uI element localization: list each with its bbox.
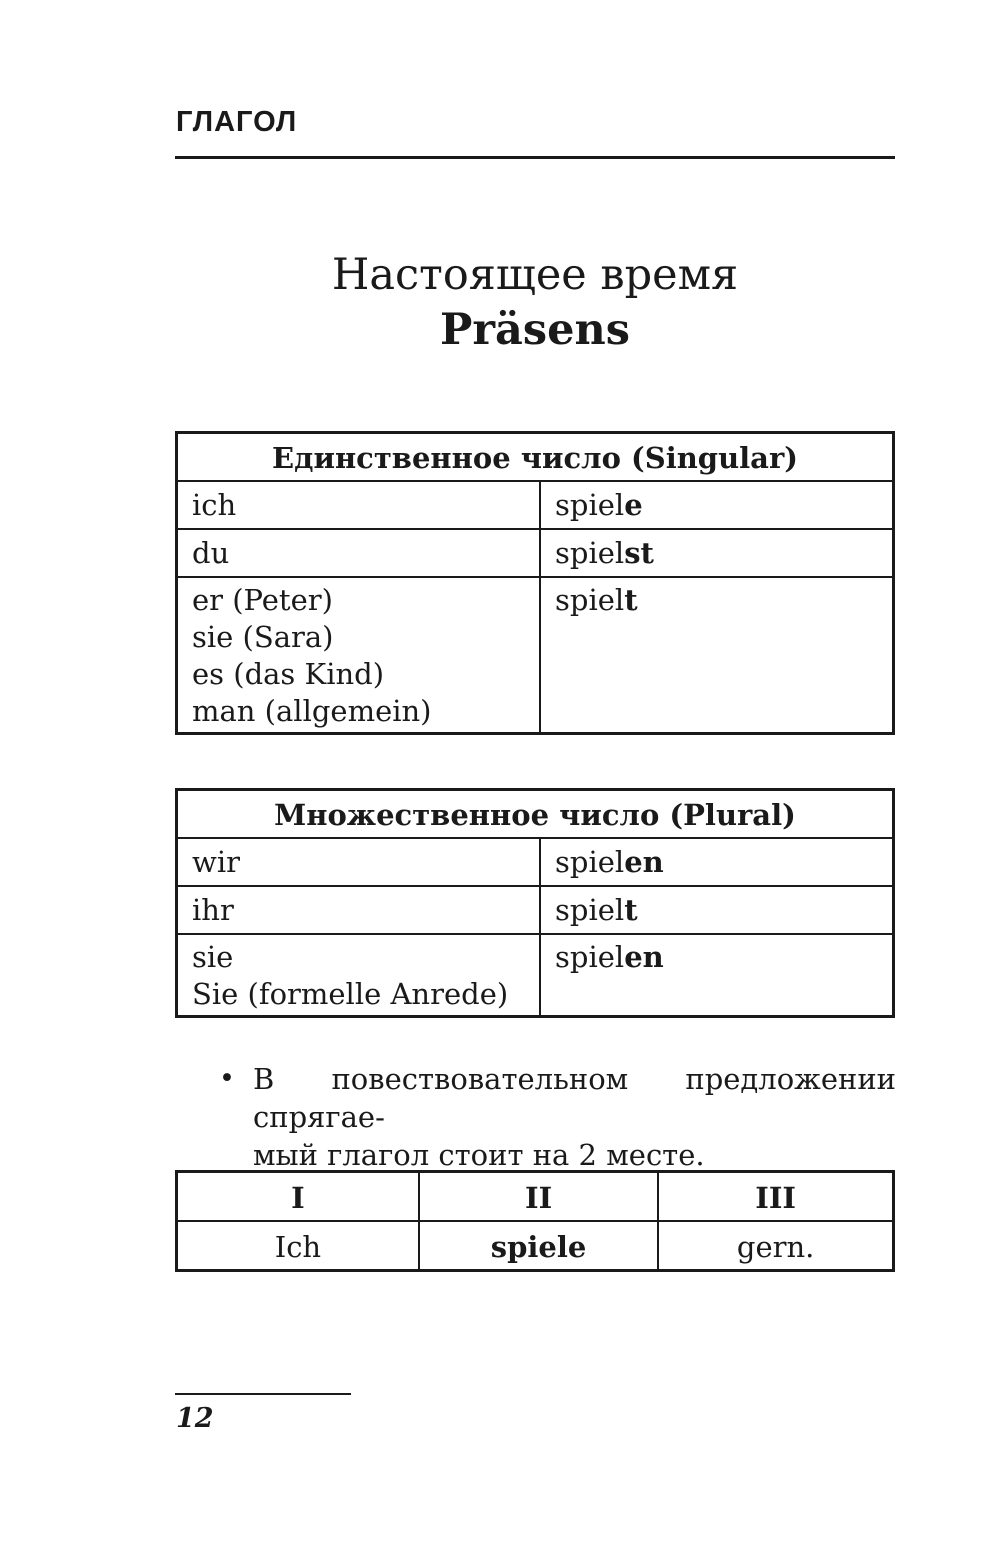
header-rule	[175, 156, 895, 159]
word-order-table	[175, 1170, 895, 1272]
table-row	[177, 1221, 894, 1271]
plural-conjugation-table	[175, 788, 895, 1018]
pronoun: sie (Sara)	[192, 620, 334, 654]
word-cell: gern.	[658, 1221, 893, 1271]
pronoun-cell	[177, 838, 541, 886]
note-line: мый глагол стоит на 2 месте.	[253, 1138, 705, 1172]
grammar-note	[219, 1060, 896, 1174]
singular-table-header: Единственное число (Singular)	[177, 433, 894, 482]
table-row	[177, 529, 894, 577]
verb-ending: e	[624, 488, 643, 522]
table-row	[177, 481, 894, 529]
page-number: 12	[176, 1403, 214, 1434]
verb-form-cell	[540, 529, 893, 577]
verb-stem: spiel	[555, 583, 625, 617]
verb-ending: en	[624, 940, 664, 974]
pronoun: er (Peter)	[192, 583, 333, 617]
table-row	[177, 577, 894, 734]
verb-stem: spiel	[555, 893, 625, 927]
table-row	[177, 886, 894, 934]
table-row	[177, 934, 894, 1017]
pronoun: ihr	[192, 893, 234, 927]
pronoun: man (allgemein)	[192, 694, 432, 728]
pronoun-cell	[177, 529, 541, 577]
verb-stem: spiel	[555, 845, 625, 879]
bullet-icon: •	[219, 1063, 235, 1094]
chapter-title-russian: Настоящее время	[331, 250, 739, 300]
pronoun-cell	[177, 934, 541, 1017]
table-header-row	[177, 433, 894, 482]
note-line: В повествовательном предложении спрягае-	[253, 1062, 896, 1134]
singular-conjugation-table	[175, 431, 895, 735]
pronoun: es (das Kind)	[192, 657, 385, 691]
pronoun: wir	[192, 845, 240, 879]
pronoun-cell	[177, 577, 541, 734]
verb-ending: t	[624, 893, 638, 927]
note-text	[253, 1060, 896, 1174]
table-header-row	[177, 790, 894, 839]
verb-form-cell	[540, 481, 893, 529]
pronoun: du	[192, 536, 230, 570]
position-column-header: III	[658, 1172, 893, 1222]
section-header: ГЛАГОЛ	[176, 106, 298, 138]
word-cell: Ich	[177, 1221, 419, 1271]
pronoun: ich	[192, 488, 237, 522]
verb-ending: st	[624, 536, 654, 570]
pronoun: Sie (formelle Anrede)	[192, 977, 509, 1011]
footer-rule	[175, 1393, 351, 1395]
verb-form-cell	[540, 577, 893, 734]
pronoun-cell	[177, 481, 541, 529]
verb-ending: en	[624, 845, 664, 879]
pronoun: sie	[192, 940, 234, 974]
position-column-header: I	[177, 1172, 419, 1222]
verb-form-cell	[540, 838, 893, 886]
chapter-title	[175, 248, 895, 358]
position-column-header: II	[419, 1172, 658, 1222]
plural-table-header: Множественное число (Plural)	[177, 790, 894, 839]
verb-stem: spiel	[555, 536, 625, 570]
verb-form-cell	[540, 886, 893, 934]
table-row	[177, 838, 894, 886]
verb-form-cell	[540, 934, 893, 1017]
table-header-row	[177, 1172, 894, 1222]
word-cell-verb: spiele	[419, 1221, 658, 1271]
chapter-title-german: Präsens	[440, 305, 630, 355]
verb-ending: t	[624, 583, 638, 617]
pronoun-cell	[177, 886, 541, 934]
verb-stem: spiel	[555, 940, 625, 974]
verb-stem: spiel	[555, 488, 625, 522]
